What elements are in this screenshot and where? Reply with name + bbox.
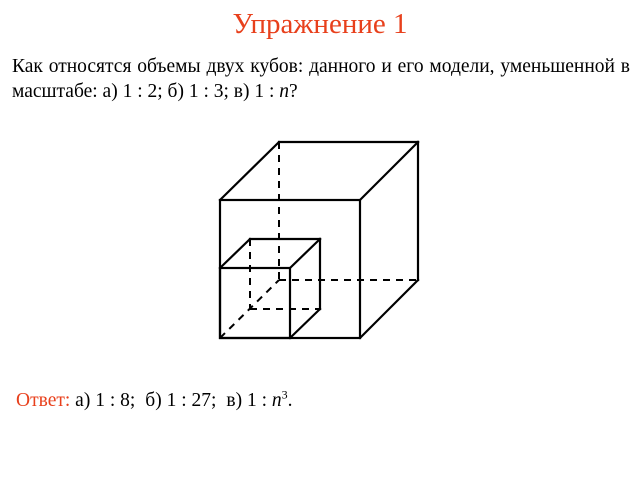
- problem-variable: n: [279, 81, 290, 102]
- large-cube-edge-top-right: [360, 142, 418, 200]
- slide-title: Упражнение 1: [232, 8, 408, 40]
- answer-b: б) 1 : 27;: [145, 390, 217, 411]
- small-cube-edge-top-right: [290, 239, 320, 268]
- answer-label: Ответ:: [16, 390, 71, 411]
- large-cube-edge-top-left: [220, 142, 279, 200]
- large-cube-edge-bottom-right: [360, 280, 418, 338]
- answer-c-prefix: в) 1 :: [226, 390, 272, 411]
- small-cube-edge-top-left: [220, 239, 250, 268]
- answer-a: а) 1 : 8;: [75, 390, 136, 411]
- small-cube-edge-bottom-right: [290, 309, 320, 338]
- answer-c-end: .: [287, 390, 293, 411]
- answer-c-exponent: 3: [281, 387, 288, 402]
- answer-line: [16, 387, 293, 412]
- answer-c-variable: n: [271, 390, 282, 411]
- problem-end: ?: [289, 81, 298, 102]
- problem-text: Как относятся объемы двух кубов: данного и его модели, уменьшенной в масштабе: а) 1 : 2; б) 1 : 3; в) 1 :: [12, 56, 630, 102]
